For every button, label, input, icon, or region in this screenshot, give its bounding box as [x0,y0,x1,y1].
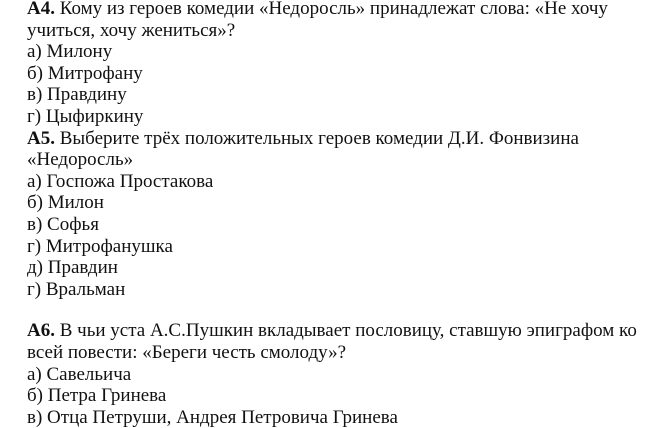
question-prompt: Выберите трёх положительных героев комедии Д.И. Фонвизина «Недоросль» [27,127,579,171]
answer-option: в) Отца Петруши, Андрея Петровича Гринева [27,406,398,428]
question-number: А6. [27,320,55,342]
question-text [27,128,657,171]
question-number: А5. [27,127,55,149]
answer-option: а) Милону [27,41,113,63]
answer-option: г) Вральман [27,278,126,300]
answer-option: а) Госпожа Простакова [27,170,214,192]
answer-option: г) Митрофанушка [27,235,173,257]
answer-option: б) Милон [27,192,104,214]
question-number: А4. [27,0,55,19]
question-a5 [27,128,657,301]
spacer [27,300,657,320]
answer-option: в) Правдину [27,84,127,106]
answer-option: б) Петра Гринева [27,385,167,407]
question-text [27,0,657,41]
question-prompt: Кому из героев комедии «Недоросль» принадлежат слова: «Не хочу учиться, хочу жениться»? [27,0,608,41]
question-a4 [27,0,657,128]
question-a6 [27,320,657,428]
question-prompt: В чьи уста А.С.Пушкин вкладывает пословицу, ставшую эпиграфом ко всей повести: «Береги честь смолоду»? [27,320,637,363]
question-text [27,320,657,363]
answer-option: д) Правдин [27,257,118,279]
answer-option: а) Савельича [27,363,132,385]
answer-option: г) Цыфиркину [27,105,144,127]
answer-option: б) Митрофану [27,62,143,84]
answer-option: в) Софья [27,213,99,235]
quiz-document [27,0,657,428]
